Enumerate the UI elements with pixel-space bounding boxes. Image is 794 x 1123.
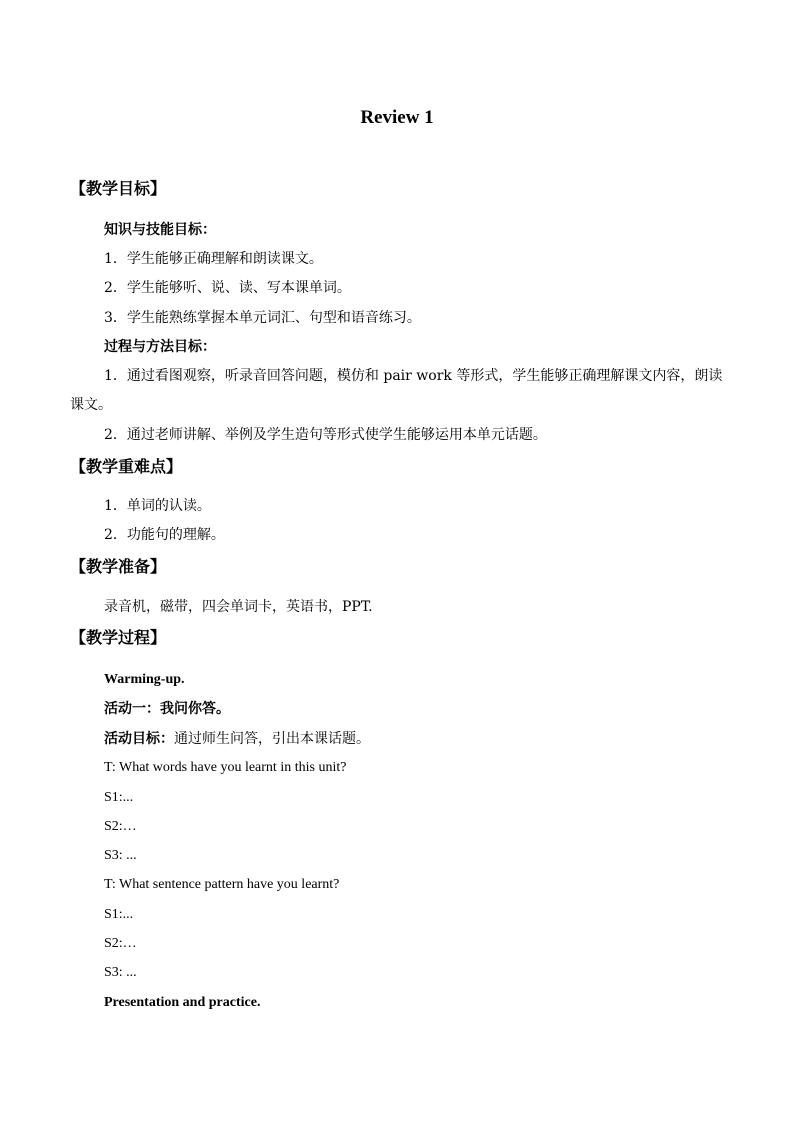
preparation-text: 录音机，磁带，四会单词卡，英语书，PPT. — [104, 599, 373, 615]
key-points-heading: 【教学重难点】 — [70, 457, 183, 476]
activity-goal — [104, 730, 370, 748]
document-title: Review 1 — [360, 107, 434, 128]
dialogue2-s1: S1:... — [104, 907, 134, 922]
dialogue1-teacher: T: What words have you learnt in this unit? — [104, 760, 347, 775]
process-item-1: 1．通过看图观察，听录音回答问题，模仿和 pair work 等形式，学生能够正确理解课文内容，朗读课文。 — [70, 368, 723, 413]
dialogue2-s3: S3: ... — [104, 965, 137, 980]
knowledge-label: 知识与技能目标： — [104, 222, 216, 238]
warming-up-label: Warming-up. — [104, 672, 185, 687]
dialogue1-s3: S3: ... — [104, 848, 137, 863]
dialogue1-s1: S1:... — [104, 790, 134, 805]
dialogue1-s2: S2:… — [104, 819, 137, 834]
activity-title: 活动一：我问你答。 — [104, 701, 230, 717]
activity-goal-label: 活动目标： — [104, 731, 174, 747]
dialogue2-s2: S2:… — [104, 936, 137, 951]
dialogue2-teacher: T: What sentence pattern have you learnt? — [104, 877, 340, 892]
knowledge-item-1: 1．学生能够正确理解和朗读课文。 — [104, 251, 323, 267]
preparation-heading: 【教学准备】 — [70, 557, 167, 576]
process-item-2: 2．通过老师讲解、举例及学生造句等形式使学生能够运用本单元话题。 — [104, 427, 547, 443]
process-heading: 【教学过程】 — [70, 628, 167, 647]
key-point-item-2: 2．功能句的理解。 — [104, 527, 225, 543]
knowledge-item-3: 3．学生能熟练掌握本单元词汇、句型和语音练习。 — [104, 310, 421, 326]
key-point-item-1: 1．单词的认读。 — [104, 498, 211, 514]
process-label: 过程与方法目标： — [104, 339, 216, 355]
objectives-heading: 【教学目标】 — [70, 179, 167, 198]
activity-goal-text: 通过师生问答，引出本课话题。 — [174, 731, 370, 747]
knowledge-item-2: 2．学生能够听、说、读、写本课单词。 — [104, 280, 351, 296]
presentation-label: Presentation and practice. — [104, 995, 261, 1010]
